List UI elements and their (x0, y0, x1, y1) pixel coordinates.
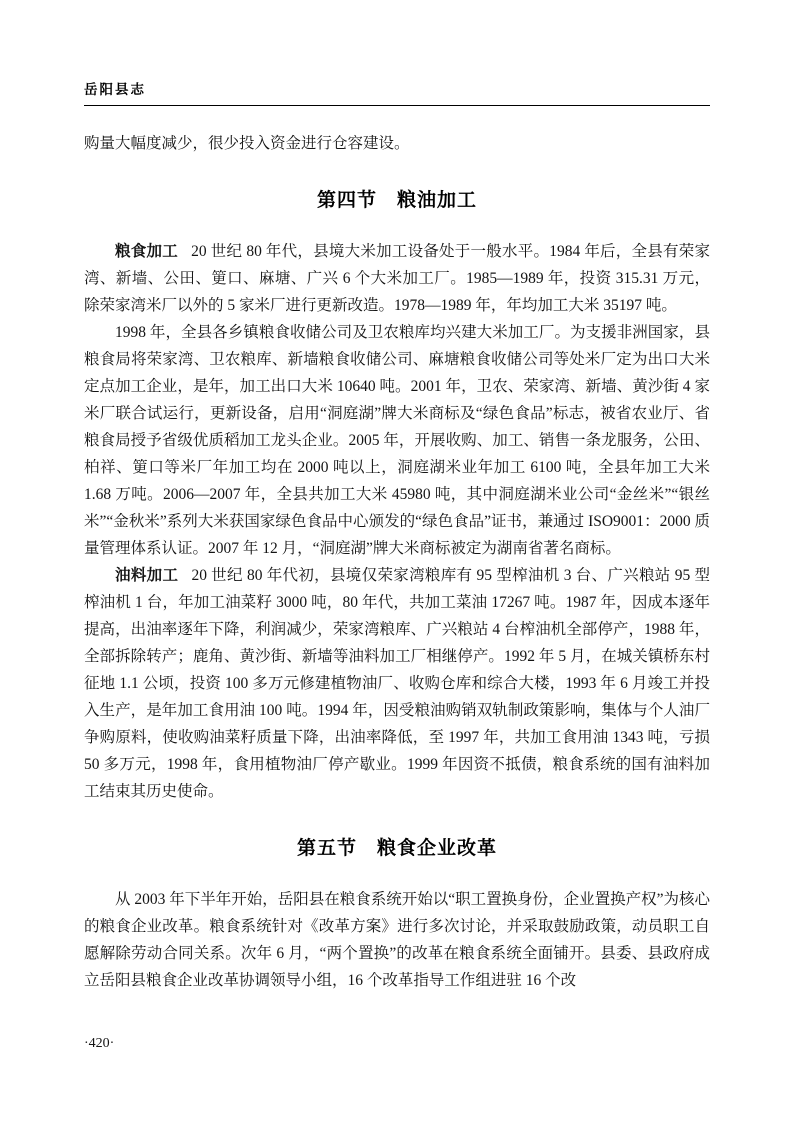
paragraph-text: 20 世纪 80 年代初，县境仅荣家湾粮库有 95 型榨油机 3 台、广兴粮站 95 型榨油机 1 台，年加工油菜籽 3000 吨，80 年代，共加工菜油 17267 吨。1987 年，因成本逐年提高，出油率逐年下降，利润减少，荣家湾粮库、广兴粮站 4 台榨油机全部停产，1988 年，全部拆除转产；鹿角、黄沙街、新墙等油料加工厂相继停产。1992 年 5 月，在城关镇桥东村征地 1.1 公顷，投资 100 多万元修建植物油厂、收购仓库和综合大楼，1993 年 6 月竣工并投入生产，是年加工食用油 100 吨。1994 年，因受粮油购销双轨制政策影响，集体与个人油厂争购原料，使收购油菜籽质量下降，出油率降低，至 1997 年，共加工食用油 1343 吨，亏损 50 多万元，1998 年，食用植物油厂停产歇业。1999 年因资不抵债，粮食系统的国有油料加工结束其历史使命。 (84, 567, 710, 800)
paragraph-continuation: 购量大幅度减少，很少投入资金进行仓容建设。 (84, 135, 410, 152)
running-header-title: 岳阳县志 (84, 82, 146, 97)
page-number: ·420· (84, 1036, 115, 1051)
header-rule (84, 105, 710, 106)
paragraph-grain-processing (84, 238, 710, 319)
paragraph-text: 20 世纪 80 年代，县境大米加工设备处于一般水平。1984 年后，全县有荣家湾、新墙、公田、筻口、麻塘、广兴 6 个大米加工厂。1985—1989 年，投资 315.31 万元，除荣家湾米厂以外的 5 家米厂进行更新改造。1978—1989 年，年均加工大米 35197 吨。 (84, 243, 710, 314)
section5-heading: 第五节 粮食企业改革 (296, 838, 497, 859)
paragraph-rice-mills-1998: 1998 年，全县各乡镇粮食收储公司及卫农粮库均兴建大米加工厂。为支援非洲国家，县粮食局将荣家湾、卫农粮库、新墙粮食收储公司、麻塘粮食收储公司等处米厂定为出口大米定点加工企业，是年，加工出口大米 10640 吨。2001 年，卫农、荣家湾、新墙、黄沙街 4 家米厂联合试运行，更新设备，启用“洞庭湖”牌大米商标及“绿色食品”标志，被省农业厅、省粮食局授予省级优质稻加工龙头企业。2005 年，开展收购、加工、销售一条龙服务，公田、柏祥、筻口等米厂年加工均在 2000 吨以上，洞庭湖米业年加工 6100 吨，全县年加工大米 1.68 万吨。2006—2007 年，全县共加工大米 45980 吨，其中洞庭湖米业公司“金丝米”“银丝米”“金秋米”系列大米获国家绿色食品中心颁发的“绿色食品”证书，兼通过 ISO9001：2000 质量管理体系认证。2007 年 12 月，“洞庭湖”牌大米商标被定为湖南省著名商标。 (84, 324, 710, 557)
paragraph-enterprise-reform: 从 2003 年下半年开始，岳阳县在粮食系统开始以“职工置换身份，企业置换产权”为核心的粮食企业改革。粮食系统针对《改革方案》进行多次讨论，并采取鼓励政策，动员职工自愿解除劳动合同关系。次年 6 月，“两个置换”的改革在粮食系统全面铺开。县委、县政府成立岳阳县粮食企业改革协调领导小组，16 个改革指导工作组进驻 16 个改 (84, 891, 711, 989)
section4-heading: 第四节 粮油加工 (316, 190, 477, 211)
paragraph-lead-grain-processing: 粮食加工 (115, 243, 178, 260)
paragraph-lead-oil-processing: 油料加工 (115, 567, 179, 584)
paragraph-oil-processing (84, 562, 710, 805)
